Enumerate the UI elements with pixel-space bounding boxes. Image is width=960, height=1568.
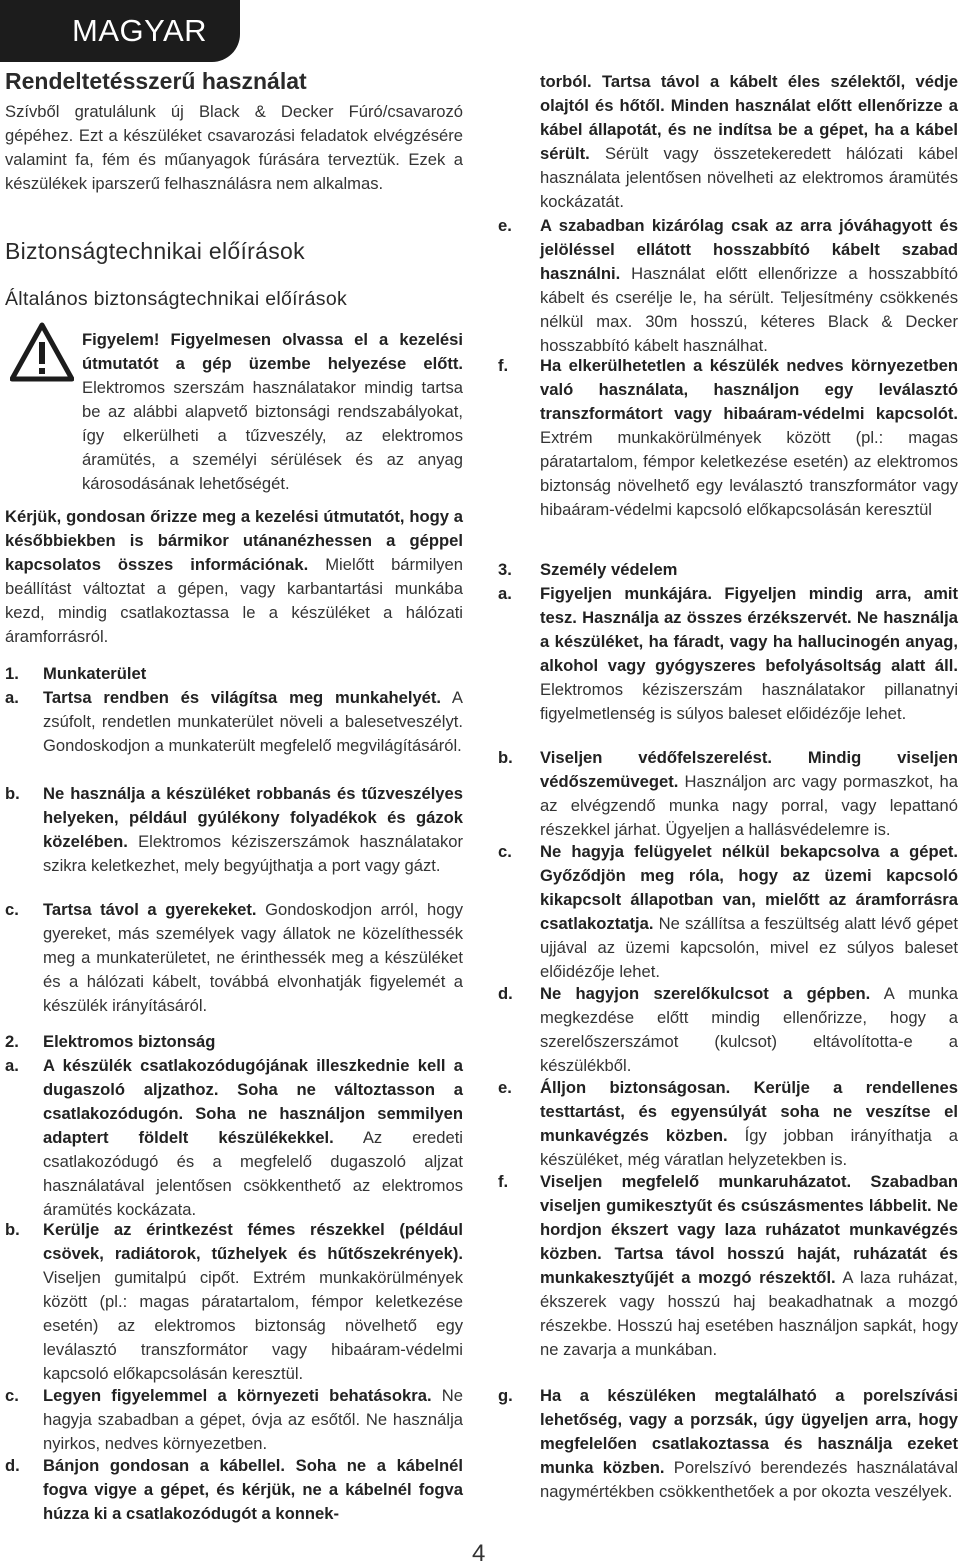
section-1-number: 1.: [5, 664, 19, 683]
item-bold: Kerülje az érintkezést fémes részekkel (például csövek, radiátorok, tűzhelyek és hűtőszekrények).: [43, 1220, 463, 1263]
list-marker: f.: [498, 1172, 509, 1191]
list-marker: a.: [5, 1056, 19, 1075]
item-text: Használat előtt ellenőrizze a hosszabbító kábelt és cserélje le, ha sérült. Teljesítmény csökkenés nélkül max. 30m hosszú, kéteres Black & Decker hosszabbító kábelt használhat.: [540, 264, 958, 355]
item-bold: Álljon biztonságosan. Kerülje a rendellenes testtartást, és egyensúlyát soha ne veszítse el munkavégzés közben.: [540, 1078, 958, 1145]
warning-paragraph: [82, 328, 463, 496]
item-text: Elektromos kéziszerszámok használatakor szikra keletkezhet, mely begyújthatja a port vagy gázt.: [43, 832, 463, 875]
item-text: A zsúfolt, rendetlen munkaterület növeli a balesetveszélyt. Gondoskodjon a munkaterült megfelelő megvilágításáról.: [43, 688, 463, 755]
list-marker: b.: [5, 1220, 20, 1239]
list-marker: c.: [5, 900, 19, 919]
item-bold: Tartsa távol a gyerekeket.: [43, 900, 257, 919]
item-bold: A szabadban kizárólag csak az arra jóváhagyott és jelöléssel ellátott hosszabbító kábelt szabad használni.: [540, 216, 958, 283]
item-bold: Bánjon gondosan a kábellel. Soha ne a kábelnél fogva vigye a gépet, és kérjük, ne a kábelnél fogva húzza ki a csatlakozódugót a konnek-: [43, 1456, 463, 1523]
item-bold: Figyeljen munkájára. Figyeljen mindig arra, amit tesz. Használja az összes érzékszervét. Ne használja a készüléket, ha fáradt, vagy ha hallucinogén anyag, alkohol vagy gyógyszeres befolyásoltság alatt áll.: [540, 584, 958, 675]
item-text: Viseljen gumitalpú cipőt. Extrém munkakörülmények között (pl.: magas páratartalom, fémpor keletkezése esetén) az elektromos biztonság növelhető egy leválasztó transzformátor vagy hibaáram-védelmi kapcsoló előkapcsolásán keresztül.: [43, 1268, 463, 1383]
item-bold: Legyen figyelemmel a környezeti behatásokra.: [43, 1386, 432, 1405]
keep-manual-paragraph: [5, 505, 463, 649]
list-marker: f.: [498, 356, 509, 375]
item-text: Így jobban irányíthatja a készüléket, még váratlan helyzetekben is.: [540, 1126, 958, 1169]
page-number: 4: [472, 1540, 486, 1567]
item-text: Elektromos kéziszerszám használatakor pillanatnyi figyelmetlenség is súlyos baleset előidézője lehet.: [540, 680, 958, 723]
item-text: Ne hagyja szabadban a gépet, óvja az esőtől. Ne használja nyirkos, nedves környezetben.: [43, 1386, 463, 1453]
item-bold: Ne hagyja felügyelet nélkül bekapcsolva a gépet. Győződjön meg róla, hogy az üzemi kapcsoló kikapcsolt állapotban van, mielőtt az áramforrásra csatlakoztatja.: [540, 842, 958, 933]
item-bold: Ha a készüléken megtalálható a porelszívási lehetőség, vagy a porzsák, úgy ügyeljen arra, hogy megfelelően csatlakoztassa és használja ezeket munka közben.: [540, 1386, 958, 1477]
item-bold: torból. Tartsa távol a kábelt éles szélektől, védje olajtól és hőtől. Minden használat előtt ellenőrizze a kábel állapotát, és ne indítsa be a gépet, ha a kábel sérült.: [540, 72, 958, 163]
item-text: Az eredeti csatlakozódugó és a megfelelő dugaszoló aljzat használatával jelentősen csökkenthető az elektromos áramütés kockázata.: [43, 1128, 463, 1219]
item-bold: Ha elkerülhetetlen a készülék nedves környezetben való használata, használjon egy leválasztó transzformátort vagy hibaáram-védelmi kapcsolót.: [540, 356, 958, 423]
item-text: Ne szállítsa a feszültség alatt lévő gépet ujjával az üzemi kapcsolón, mivel ez súlyos baleset előidézője lehet.: [540, 914, 958, 981]
keep-manual-bold: Kérjük, gondosan őrizze meg a kezelési útmutatót, hogy a későbbiekben is bármikor utánanézhessen a géppel kapcsolatos összes információnak.: [5, 507, 463, 574]
list-marker: d.: [498, 984, 513, 1003]
item-text: Porelszívó berendezés használatával nagymértékben csökkenthetőek a por okozta veszélyek.: [540, 1458, 958, 1501]
list-marker: c.: [5, 1386, 19, 1405]
item-text: Extrém munkakörülmények között (pl.: magas páratartalom, fémpor keletkezése esetén) az elektromos biztonság növelhető egy leválasztó transzformátor vagy hibaáram-védelmi kapcsoló előkapcsolásán keresztül: [540, 428, 958, 519]
section-2-number: 2.: [5, 1032, 19, 1051]
list-marker: a.: [498, 584, 512, 603]
heading-general-safety: Általános biztonságtechnikai előírások: [5, 288, 348, 310]
item-bold: Ne hagyjon szerelőkulcsot a gépben.: [540, 984, 871, 1003]
language-tab: MAGYAR: [0, 0, 240, 62]
warning-bold: Figyelem! Figyelmesen olvassa el a kezelési útmutatót a gép üzembe helyezése előtt.: [82, 330, 463, 373]
item-bold: Tartsa rendben és világítsa meg munkahelyét.: [43, 688, 442, 707]
item-text: Használjon arc vagy pormaszkot, ha az elvégzendő munka nagy porral, vagy lepattanó részekkel járhat. Ügyeljen a hallásvédelemre is.: [540, 772, 958, 839]
intro-paragraph: Szívből gratulálunk új Black & Decker Fúró/csavarozó gépéhez. Ezt a készüléket csavarozási feladatok elvégzésére valamint fa, fém és műanyagok fúrására terveztük. Ezek a készülékek iparszerű felhasználásra nem alkalmas.: [5, 102, 463, 193]
item-text: A munka megkezdése előtt mindig ellenőrizze, hogy a szerelőszerszámot (kulcsot) eltávolította-e a készülékből.: [540, 984, 959, 1075]
item-text: A laza ruházat, ékszerek vagy hosszú haj beakadhatnak a mozgó részekbe. Hosszú haj esetében használjon sapkát, hogy ne zavarja a munkában.: [540, 1268, 959, 1359]
warning-triangle-icon: [10, 322, 74, 382]
section-1-title: Munkaterület: [43, 664, 147, 683]
item-text: Sérült vagy összetekeredett hálózati kábel használata jelentősen növelheti az elektromos áramütés kockázatát.: [540, 144, 958, 211]
list-marker: a.: [5, 688, 19, 707]
warning-text: Elektromos szerszám használatakor mindig tartsa be az alábbi alapvető biztonsági rendszabályokat, így elkerülheti a tűzveszély, az elektromos áramütés, a személyi sérülések és az anyag károsodásának lehetőségét.: [82, 378, 463, 493]
keep-manual-text: Mielőtt bármilyen beállítást változtat a gépen, vagy karbantartási munkába kezd, mindig csatlakoztassa le a készüléket a hálózati áramforrásról.: [5, 555, 464, 646]
section-3-number: 3.: [498, 560, 512, 579]
list-marker: g.: [498, 1386, 513, 1405]
item-bold: Viseljen védőfelszerelést. Mindig viseljen védőszemüveget.: [540, 748, 958, 791]
list-marker: e.: [498, 1078, 512, 1097]
heading-safety: Biztonságtechnikai előírások: [5, 238, 305, 264]
list-marker: c.: [498, 842, 512, 861]
section-2-title: Elektromos biztonság: [43, 1032, 216, 1051]
heading-intended-use: Rendeltetésszerű használat: [5, 68, 307, 94]
list-marker: d.: [5, 1456, 20, 1475]
item-bold: Viseljen megfelelő munkaruházatot. Szabadban viseljen gumikesztyűt és csúszásmentes lábbelit. Ne hordjon ékszert vagy laza ruházatot munkavégzés közben. Tartsa távol hosszú haját, ruházatát és munkakesztyűjét a mozgó részektől.: [540, 1172, 958, 1287]
list-marker: e.: [498, 216, 512, 235]
section-3-title: Személy védelem: [540, 560, 678, 579]
item-bold: Ne használja a készüléket robbanás és tűzveszélyes helyeken, például gyúlékony folyadékok és gázok közelében.: [43, 784, 463, 851]
item-text: Gondoskodjon arról, hogy gyereket, más személyek vagy állatok ne közelíthessék meg a munkaterületet, ne érinthessék meg a készüléket és a hálózati kábelt, továbbá elvonhatják figyelemét a készülék irányításáról.: [43, 900, 463, 1015]
list-marker: b.: [5, 784, 20, 803]
item-bold: A készülék csatlakozódugójának illeszkednie kell a dugaszoló aljzathoz. Soha ne változtasson a csatlakozódugón. Soha ne használjon semmilyen adaptert földelt készülékekkel.: [43, 1056, 463, 1147]
list-marker: b.: [498, 748, 513, 767]
continuation-paragraph: [540, 70, 958, 214]
